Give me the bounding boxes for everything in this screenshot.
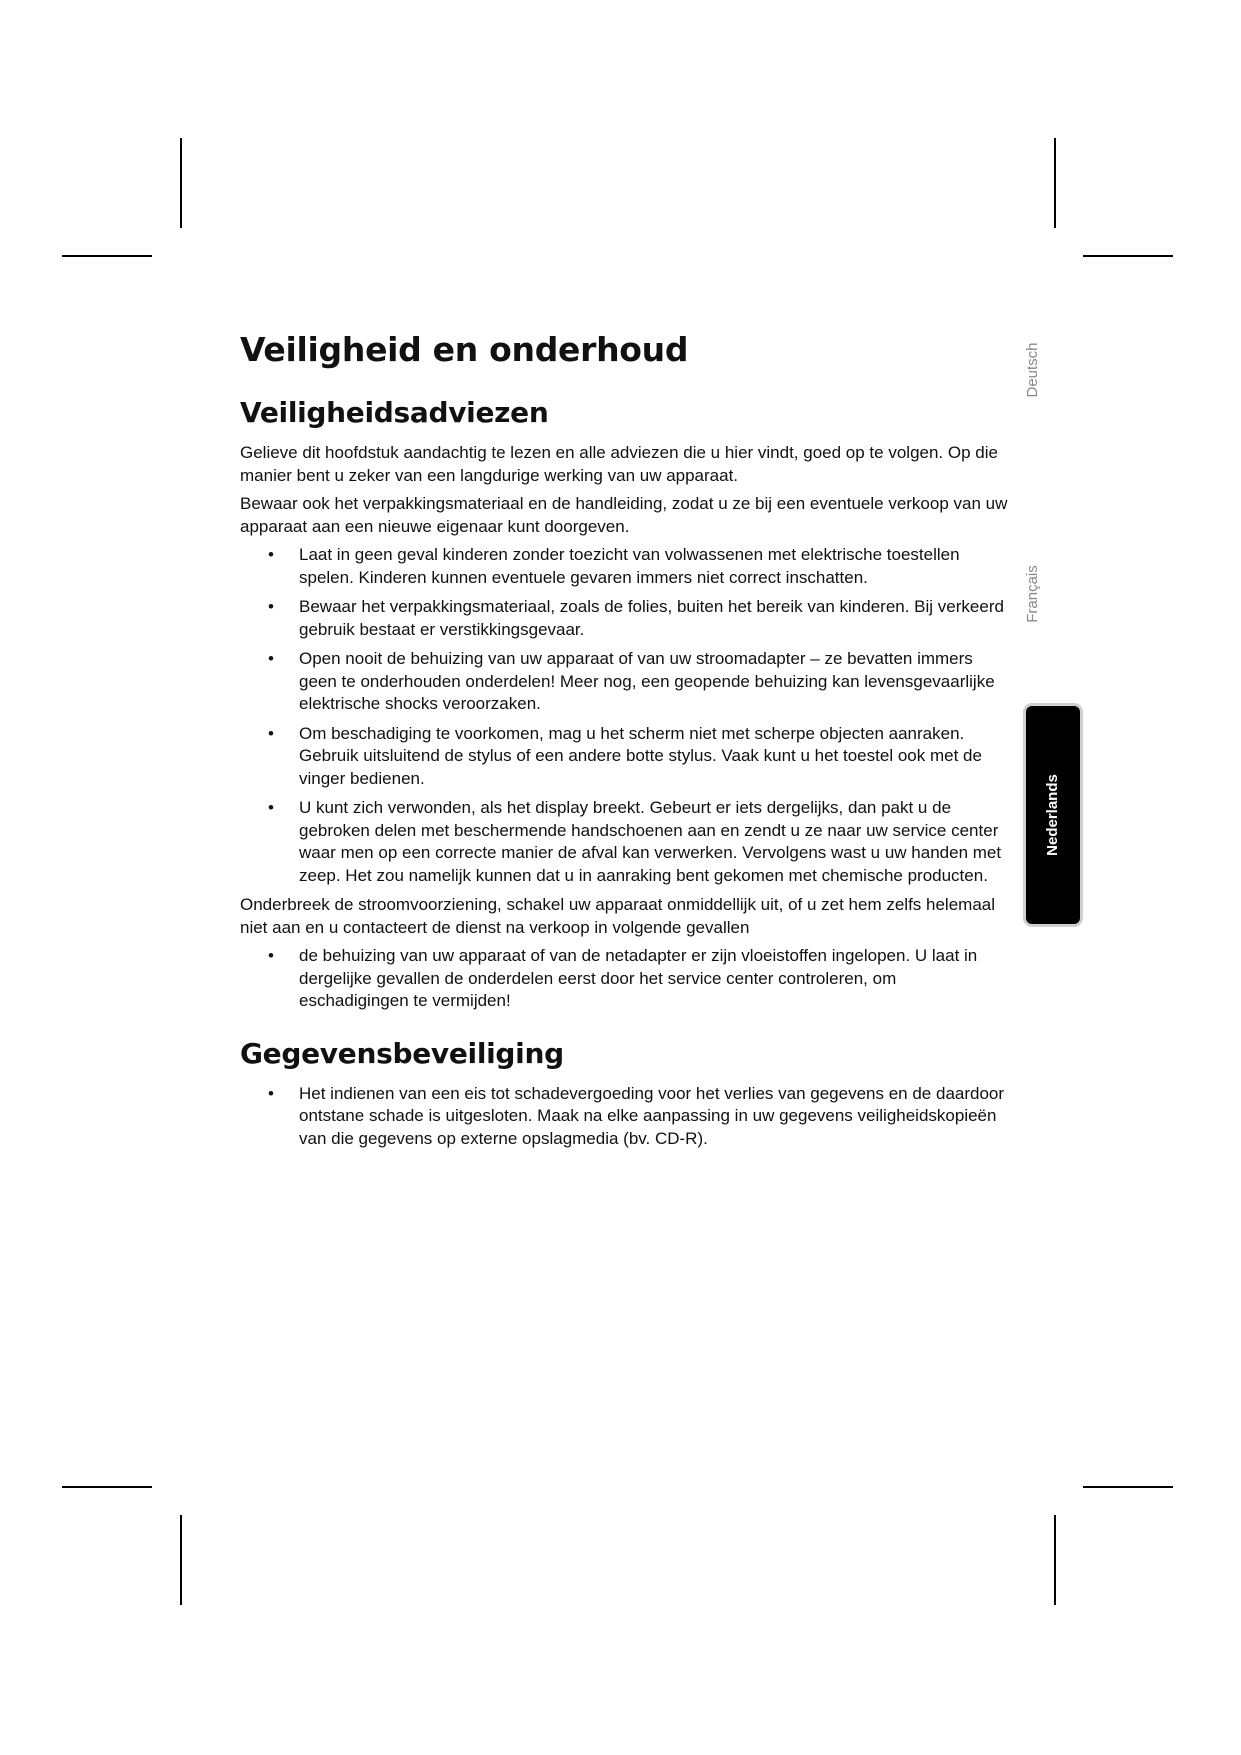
list-item [240, 945, 1010, 1013]
tab-nederlands[interactable] [1026, 706, 1080, 924]
bullet-icon: • [268, 723, 274, 743]
list-item-text: Om beschadiging te voorkomen, mag u het scherm niet met scherpe objecten aanraken. Gebruik uitsluitend de stylus of een andere botte stylus. Vaak kunt u het toestel ook met de vinger bedienen. [299, 723, 982, 788]
tab-nederlands-label: Nederlands [1044, 774, 1061, 856]
crop-mark [1054, 1515, 1056, 1605]
list-item-text: Bewaar het verpakkingsmateriaal, zoals de folies, buiten het bereik van kinderen. Bij verkeerd gebruik bestaat er verstikkingsgevaar. [299, 597, 1004, 639]
list-item-text: U kunt zich verwonden, als het display breekt. Gebeurt er iets dergelijks, dan pakt u de gebroken delen met beschermende handschoenen aan en zendt u ze naar uw service center waar men op een correcte manier de afval kan verwerken. Vervolgens wast u uw handen met zeep. Het zou namelijk kunnen dat u in aanraking bent gekomen met chemische producten. [299, 798, 1002, 885]
crop-mark [180, 1515, 182, 1605]
list-item [240, 544, 1010, 589]
section-heading-data-security: Gegevensbeveiliging [240, 1036, 564, 1070]
bullet-icon: • [268, 545, 274, 564]
crop-mark [62, 255, 152, 257]
crop-mark [180, 138, 182, 228]
list-item-text: Het indienen van een eis tot schadevergoeding voor het verlies van gegevens en de daardoor ontstane schade is uitgesloten. Maak na elke aanpassing in uw gegevens veiligheidskopieën van die gegevens op externe opslagmedia (bv. CD-R). [299, 1083, 1005, 1148]
bullet-icon: • [268, 597, 274, 616]
page-title: Veiligheid en onderhoud [240, 330, 689, 369]
crop-mark [1054, 138, 1056, 228]
paragraph: Gelieve dit hoofdstuk aandachtig te lezen en alle adviezen die u hier vindt, goed op te volgen. Op die manier bent u zeker van een langdurige werking van uw apparaat. [240, 443, 998, 485]
data-bullet-list [240, 1083, 1010, 1151]
crop-mark [1083, 255, 1173, 257]
list-item-text: Open nooit de behuizing van uw apparaat of van uw stroomadapter – ze bevatten immers geen te onderhouden onderdelen! Meer nog, een geopende behuizing kan levensgevaarlijke elektrische shocks veroorzaken. [299, 649, 995, 713]
list-item [240, 1083, 1010, 1151]
bullet-icon: • [268, 798, 274, 817]
bullet-icon: • [268, 1083, 274, 1103]
bullet-icon: • [268, 649, 274, 668]
list-item [240, 596, 1010, 641]
paragraph: Onderbreek de stroomvoorziening, schakel uw apparaat onmiddellijk uit, of u zet hem zelfs helemaal niet aan en u contacteert de dienst na verkoop in volgende gevallen [240, 895, 996, 937]
power-bullet-list [240, 945, 1010, 1013]
safety-bullet-list [240, 544, 1010, 887]
page-content [240, 330, 1010, 1157]
paragraph: Bewaar ook het verpakkingsmateriaal en de handleiding, zodat u ze bij een eventuele verkoop van uw apparaat aan een nieuwe eigenaar kunt doorgeven. [240, 494, 1008, 536]
bullet-icon: • [268, 946, 274, 965]
crop-mark [62, 1486, 152, 1488]
list-item-text: de behuizing van uw apparaat of van de netadapter er zijn vloeistoffen ingelopen. U laat in dergelijke gevallen de onderdelen eerst door het service center controleren, om eschadigingen te vermijden! [299, 946, 978, 1010]
list-item [240, 648, 1010, 716]
list-item [240, 723, 1010, 791]
list-item-text: Laat in geen geval kinderen zonder toezicht van volwassenen met elektrische toestellen spelen. Kinderen kunnen eventuele gevaren immers niet correct inschatten. [299, 545, 960, 587]
tab-francais[interactable]: Français [1024, 565, 1041, 623]
list-item [240, 797, 1010, 887]
section-heading-safety: Veiligheidsadviezen [240, 396, 549, 429]
crop-mark [1083, 1486, 1173, 1488]
tab-deutsch[interactable]: Deutsch [1024, 342, 1041, 398]
